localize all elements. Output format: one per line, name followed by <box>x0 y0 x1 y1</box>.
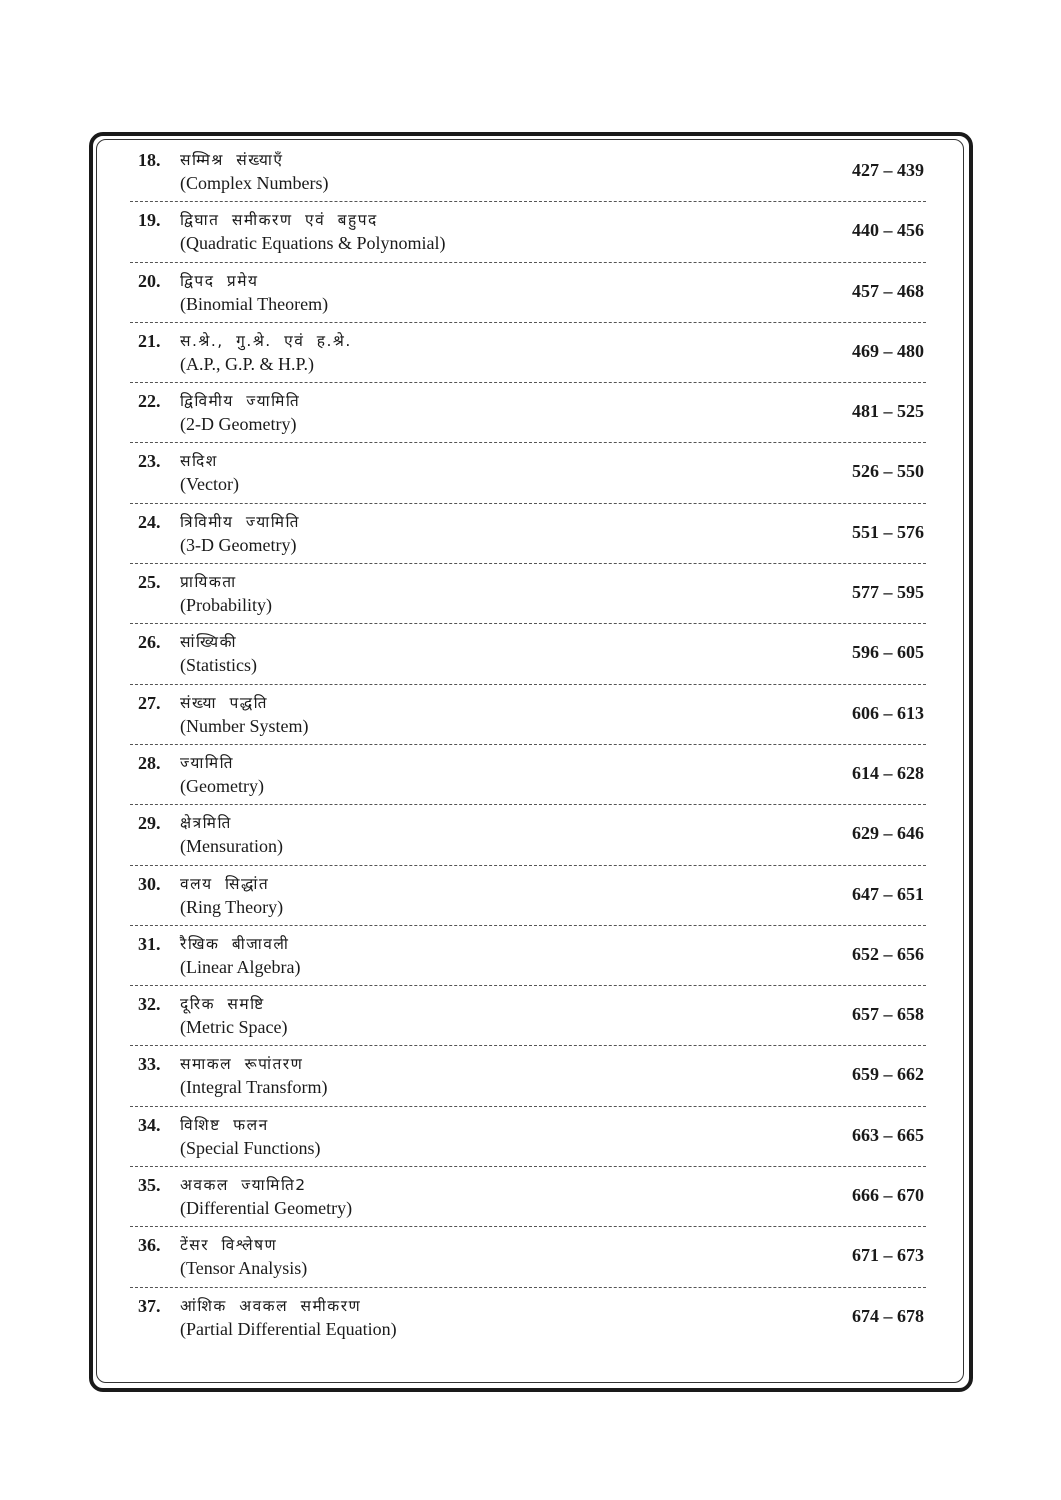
chapter-title-hindi: रैखिक बीजावली <box>180 934 290 953</box>
chapter-title-hindi: सदिश <box>180 452 218 471</box>
toc-entry <box>130 1107 926 1167</box>
page-range: 671 – 673 <box>852 1245 924 1266</box>
entry-number: 30. <box>138 873 161 894</box>
page-range: 427 – 439 <box>852 160 924 180</box>
toc-entry <box>130 926 926 986</box>
chapter-title-hindi: सम्मिश्र संख्याएँ <box>180 151 284 169</box>
entry-number: 23. <box>138 451 161 472</box>
chapter-title-hindi: टेंसर विश्लेषण <box>180 1236 278 1255</box>
entry-number: 19. <box>138 210 161 231</box>
chapter-title-hindi: दूरिक समष्टि <box>180 995 265 1014</box>
chapter-title-english: (A.P., G.P. & H.P.) <box>180 353 315 374</box>
chapter-title-hindi: आंशिक अवकल समीकरण <box>180 1296 362 1315</box>
page-range: 659 – 662 <box>852 1064 924 1085</box>
entry-number: 26. <box>138 632 161 653</box>
chapter-title-hindi: संख्या पद्धति <box>180 693 269 712</box>
chapter-title-hindi: अवकल ज्यामिति2 <box>180 1176 307 1195</box>
page-range: 481 – 525 <box>852 401 924 422</box>
chapter-title-english: (Geometry) <box>180 775 264 796</box>
entry-number: 20. <box>138 270 161 291</box>
chapter-title-english: (Vector) <box>180 474 239 495</box>
chapter-title-english: (Binomial Theorem) <box>180 293 329 314</box>
page-range: 614 – 628 <box>852 762 924 783</box>
chapter-title-english: (3-D Geometry) <box>180 534 297 555</box>
entry-number: 27. <box>138 692 161 713</box>
chapter-title-english: (Special Functions) <box>180 1137 321 1158</box>
toc-entry <box>130 1288 926 1348</box>
toc-entry <box>130 323 926 383</box>
toc-entry <box>130 142 926 202</box>
entry-number: 37. <box>138 1295 161 1316</box>
entry-number: 24. <box>138 511 161 532</box>
page-range: 457 – 468 <box>852 280 924 301</box>
page-range: 663 – 665 <box>852 1124 924 1145</box>
chapter-title-hindi: प्रायिकता <box>180 573 237 592</box>
entry-number: 36. <box>138 1235 161 1256</box>
entry-number: 25. <box>138 572 161 593</box>
entry-number: 28. <box>138 752 161 773</box>
entry-number: 22. <box>138 391 161 412</box>
chapter-title-english: (Metric Space) <box>180 1017 288 1038</box>
chapter-title-hindi: ज्यामिति <box>180 753 235 772</box>
chapter-title-english: (Statistics) <box>180 655 257 676</box>
toc-entry <box>130 202 926 262</box>
entry-number: 35. <box>138 1175 161 1196</box>
toc-entry <box>130 1167 926 1227</box>
table-of-contents <box>130 142 926 1348</box>
chapter-title-english: (Differential Geometry) <box>180 1198 353 1219</box>
page-range: 526 – 550 <box>852 461 924 482</box>
entry-number: 18. <box>138 150 161 170</box>
chapter-title-english: (Mensuration) <box>180 836 283 857</box>
page-range: 647 – 651 <box>852 883 924 904</box>
chapter-title-english: (Integral Transform) <box>180 1077 328 1098</box>
toc-entry <box>130 504 926 564</box>
page-range: 469 – 480 <box>852 340 924 361</box>
toc-entry <box>130 866 926 926</box>
chapter-title-hindi: सांख्यिकी <box>180 633 237 652</box>
entry-number: 33. <box>138 1054 161 1075</box>
toc-entry <box>130 624 926 684</box>
chapter-title-english: (Partial Differential Equation) <box>180 1318 397 1339</box>
entry-number: 29. <box>138 813 161 834</box>
chapter-title-hindi: समाकल रूपांतरण <box>180 1055 304 1074</box>
chapter-title-english: (Linear Algebra) <box>180 956 301 977</box>
entry-number: 21. <box>138 330 161 351</box>
toc-entry <box>130 986 926 1046</box>
toc-entry <box>130 383 926 443</box>
page-range: 606 – 613 <box>852 702 924 723</box>
chapter-title-hindi: द्विविमीय ज्यामिति <box>180 392 301 411</box>
chapter-title-hindi: द्विघात समीकरण एवं बहुपद <box>180 211 378 230</box>
chapter-title-english: (Probability) <box>180 595 272 616</box>
chapter-title-hindi: त्रिविमीय ज्यामिति <box>180 512 300 531</box>
chapter-title-english: (Quadratic Equations & Polynomial) <box>180 233 446 254</box>
chapter-title-hindi: स.श्रे., गु.श्रे. एवं ह.श्रे. <box>180 331 352 350</box>
page-range: 666 – 670 <box>852 1185 924 1206</box>
page-range: 657 – 658 <box>852 1004 924 1025</box>
page-range: 596 – 605 <box>852 642 924 663</box>
chapter-title-english: (Number System) <box>180 715 309 736</box>
page-range: 551 – 576 <box>852 521 924 542</box>
chapter-title-hindi: क्षेत्रमिति <box>180 814 232 833</box>
chapter-title-english: (Ring Theory) <box>180 896 284 917</box>
toc-entry <box>130 263 926 323</box>
chapter-title-hindi: विशिष्ट फलन <box>180 1115 269 1134</box>
chapter-title-english: (Complex Numbers) <box>180 173 329 193</box>
page-range: 652 – 656 <box>852 943 924 964</box>
entry-number: 31. <box>138 933 161 954</box>
chapter-title-hindi: वलय सिद्धांत <box>180 874 270 893</box>
toc-entry <box>130 805 926 865</box>
toc-entry <box>130 564 926 624</box>
toc-entry <box>130 745 926 805</box>
toc-entry <box>130 443 926 503</box>
page-range: 440 – 456 <box>852 220 924 241</box>
chapter-title-english: (Tensor Analysis) <box>180 1258 308 1279</box>
page-range: 629 – 646 <box>852 823 924 844</box>
entry-number: 34. <box>138 1114 161 1135</box>
entry-number: 32. <box>138 994 161 1015</box>
toc-entry <box>130 1046 926 1106</box>
toc-entry <box>130 1227 926 1287</box>
page-range: 577 – 595 <box>852 582 924 603</box>
chapter-title-english: (2-D Geometry) <box>180 414 297 435</box>
page-range: 674 – 678 <box>852 1305 924 1326</box>
chapter-title-hindi: द्विपद प्रमेय <box>180 271 259 290</box>
toc-entry <box>130 685 926 745</box>
